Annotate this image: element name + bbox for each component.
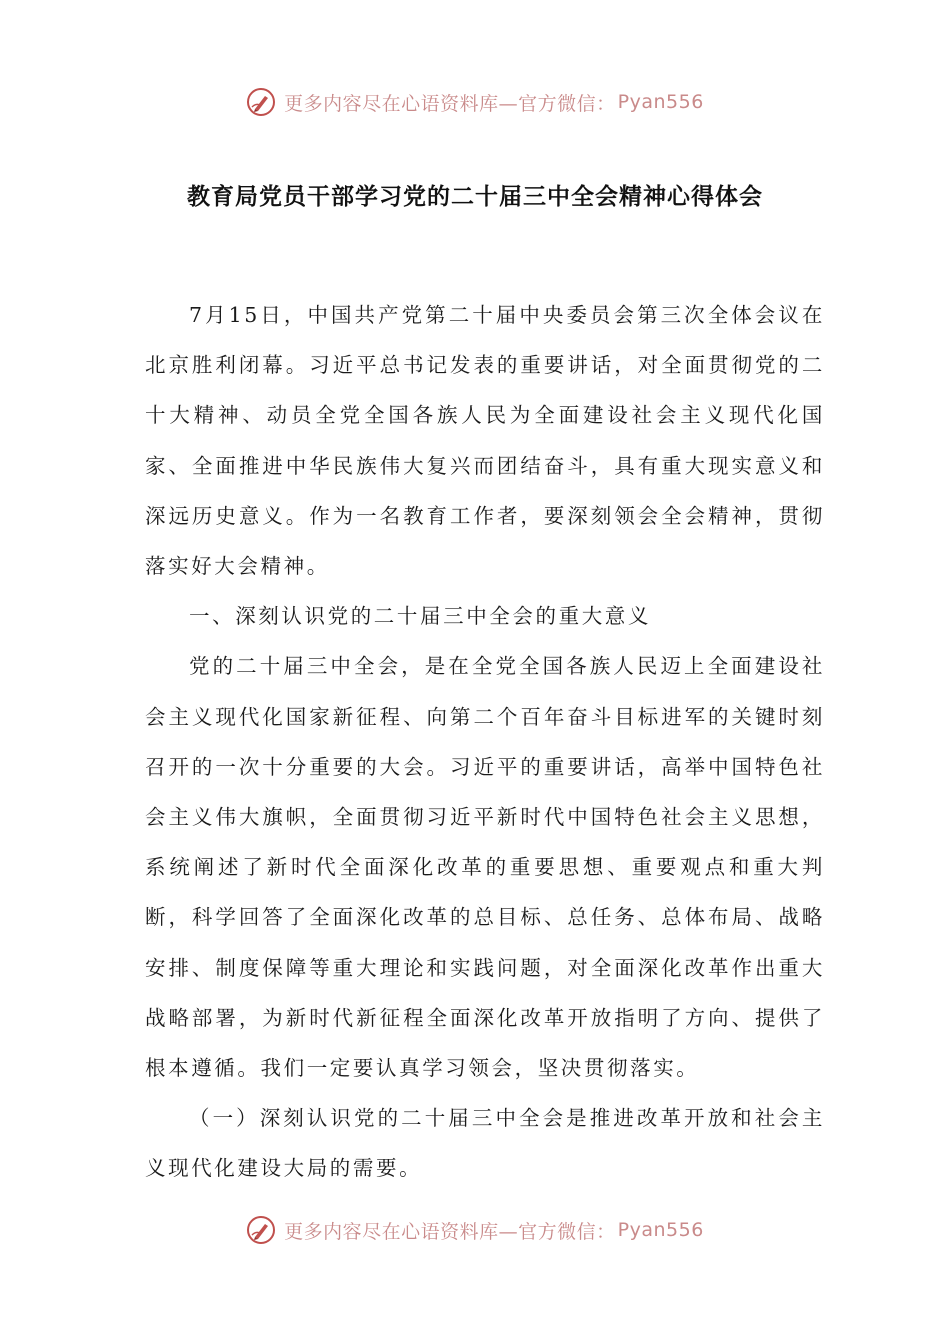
- watermark-id: Pyan556: [617, 1219, 704, 1241]
- paragraph-intro: 7月15日，中国共产党第二十届中央委员会第三次全体会议在北京胜利闭幕。习近平总书记发表的重要讲话，对全面贯彻党的二十大精神、动员全党全国各族人民为全面建设社会主义现代化国家、全面推进中华民族伟大复兴而团结奋斗，具有重大现实意义和深远历史意义。作为一名教育工作者，要深刻领会全会精神，贯彻落实好大会精神。: [145, 303, 825, 579]
- section-heading: 一、深刻认识党的二十届三中全会的重大意义: [189, 604, 651, 629]
- watermark-id: Pyan556: [617, 91, 704, 113]
- document-body: [145, 290, 825, 1194]
- pen-logo-icon: [246, 1215, 276, 1245]
- document-title: 教育局党员干部学习党的二十届三中全会精神心得体会: [187, 184, 763, 210]
- subsection-heading: （一）深刻认识党的二十届三中全会是推进改革开放和社会主义现代化建设大局的需要。: [145, 1106, 825, 1181]
- watermark-text: 更多内容尽在心语资料库—官方微信：: [284, 92, 616, 115]
- paragraph-significance: 党的二十届三中全会，是在全党全国各族人民迈上全面建设社会主义现代化国家新征程、向第二个百年奋斗目标进军的关键时刻召开的一次十分重要的大会。习近平的重要讲话，高举中国特色社会主义伟大旗帜，全面贯彻习近平新时代中国特色社会主义思想，系统阐述了新时代全面深化改革的重要思想、重要观点和重大判断，科学回答了全面深化改革的总目标、总任务、总体布局、战略安排、制度保障等重大理论和实践问题，对全面深化改革作出重大战略部署，为新时代新征程全面深化改革开放指明了方向、提供了根本遵循。我们一定要认真学习领会，坚决贯彻落实。: [145, 654, 825, 1081]
- pen-logo-icon: [246, 87, 276, 117]
- watermark-footer: [0, 1210, 950, 1250]
- watermark-text: 更多内容尽在心语资料库—官方微信：: [284, 1220, 616, 1243]
- watermark-header: [0, 82, 950, 122]
